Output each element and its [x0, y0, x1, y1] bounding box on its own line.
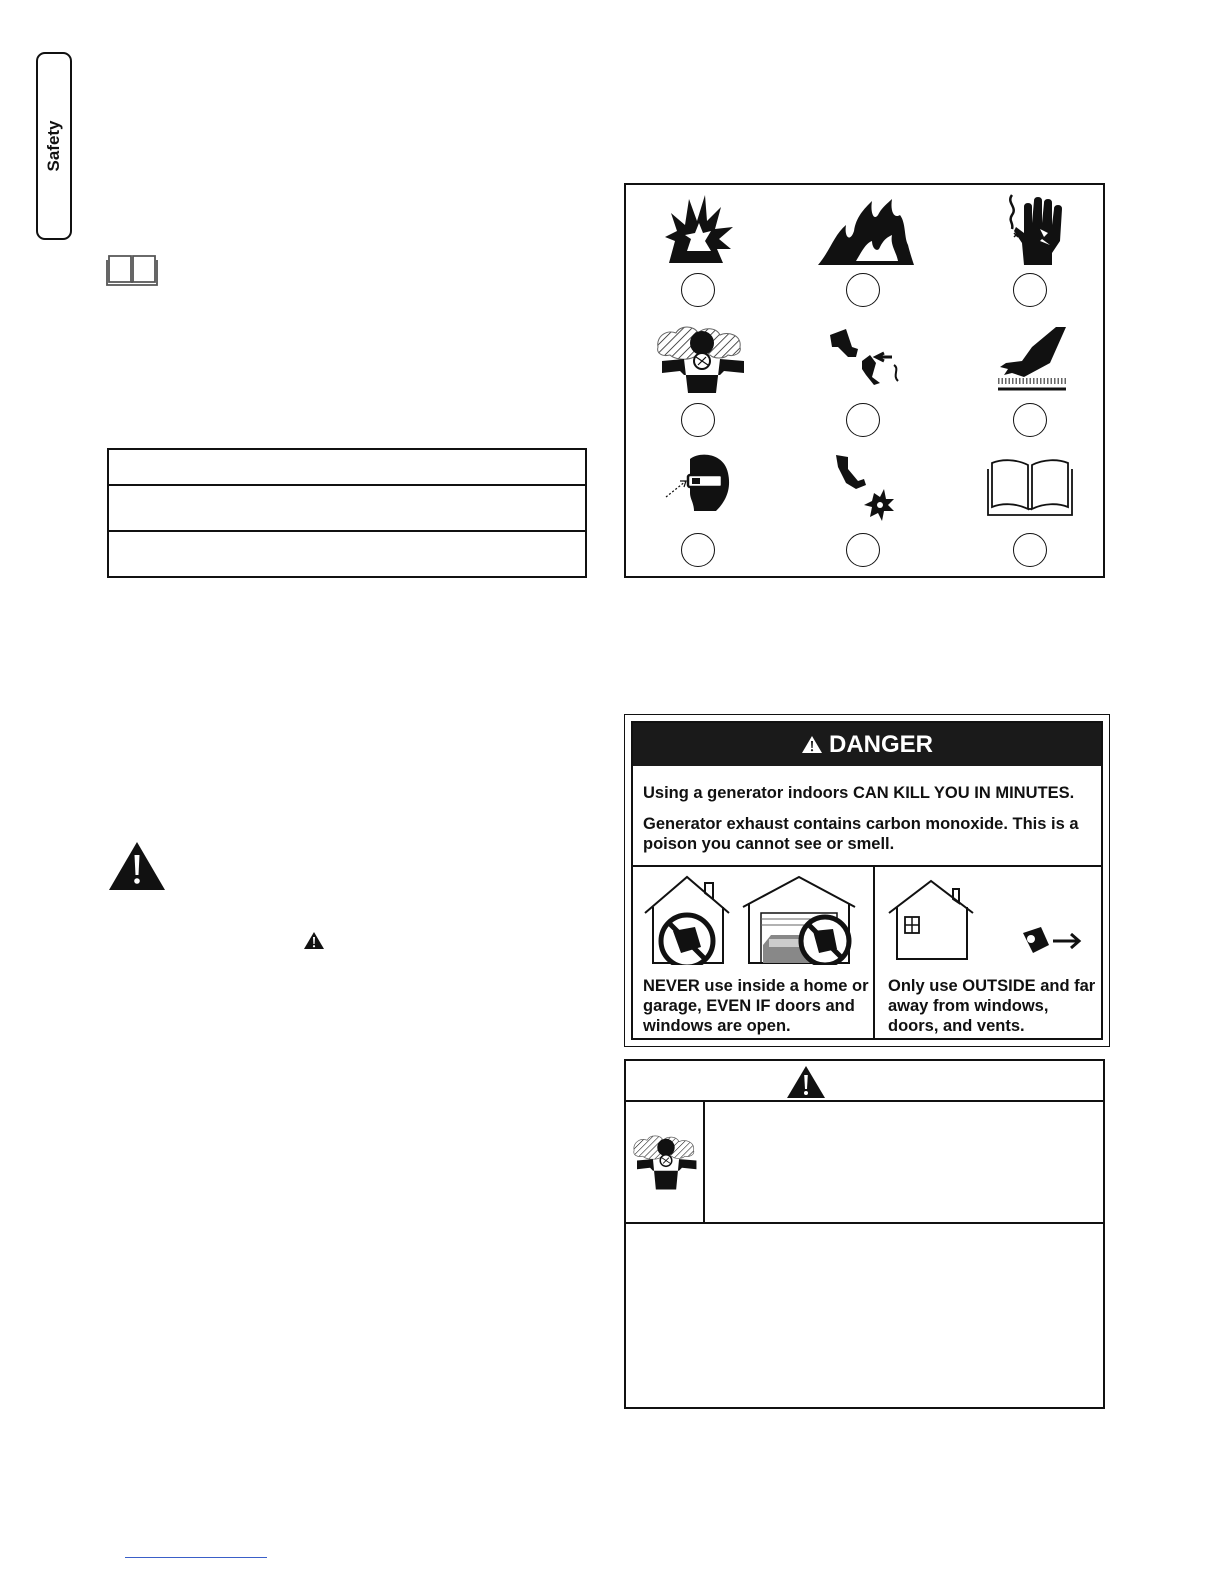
danger-title: DANGER	[828, 730, 933, 758]
footer-link-underline[interactable]	[125, 1557, 267, 1558]
safety-alert-icon	[786, 1065, 826, 1099]
kickback-icon	[828, 327, 904, 387]
fire-icon	[816, 195, 916, 267]
table-row	[109, 484, 585, 486]
side-tab-safety[interactable]	[36, 52, 72, 240]
garage-no-generator-icon	[741, 873, 857, 965]
danger-right-panel-text: Only use OUTSIDE and far away from windows, doors, and vents.	[888, 977, 1096, 1035]
moving-parts-icon	[834, 453, 898, 527]
house-no-generator-icon	[643, 873, 733, 965]
danger-label	[624, 714, 1110, 1047]
hot-surface-icon	[994, 323, 1070, 395]
generator-arrow-icon	[1019, 923, 1085, 957]
table-row	[109, 530, 585, 532]
toxic-fumes-icon	[631, 1133, 701, 1191]
toxic-fumes-icon	[654, 323, 750, 393]
safety-alert-small-icon	[303, 931, 325, 950]
read-manual-icon	[106, 252, 158, 286]
signal-word-table	[107, 448, 587, 578]
danger-left-panel-text: NEVER use inside a home or garage, EVEN IF doors and windows are open.	[643, 977, 869, 1035]
danger-line-1: Using a generator indoors CAN KILL YOU IN MINUTES.	[643, 784, 1075, 802]
explosion-icon	[661, 193, 737, 265]
safety-alert-icon	[801, 735, 823, 754]
danger-line-2: Generator exhaust contains carbon monoxide. This is a poison you cannot see or smell.	[643, 815, 1079, 853]
warning-label	[624, 1059, 1105, 1409]
hazard-symbol-grid	[624, 183, 1105, 578]
safety-alert-icon	[108, 841, 166, 891]
side-tab-label: Safety	[44, 120, 63, 172]
house-outside-icon	[887, 877, 979, 961]
eye-protection-icon	[664, 453, 734, 515]
electric-shock-icon	[1004, 193, 1066, 267]
read-manual-icon	[986, 457, 1074, 517]
danger-header	[633, 723, 1101, 766]
